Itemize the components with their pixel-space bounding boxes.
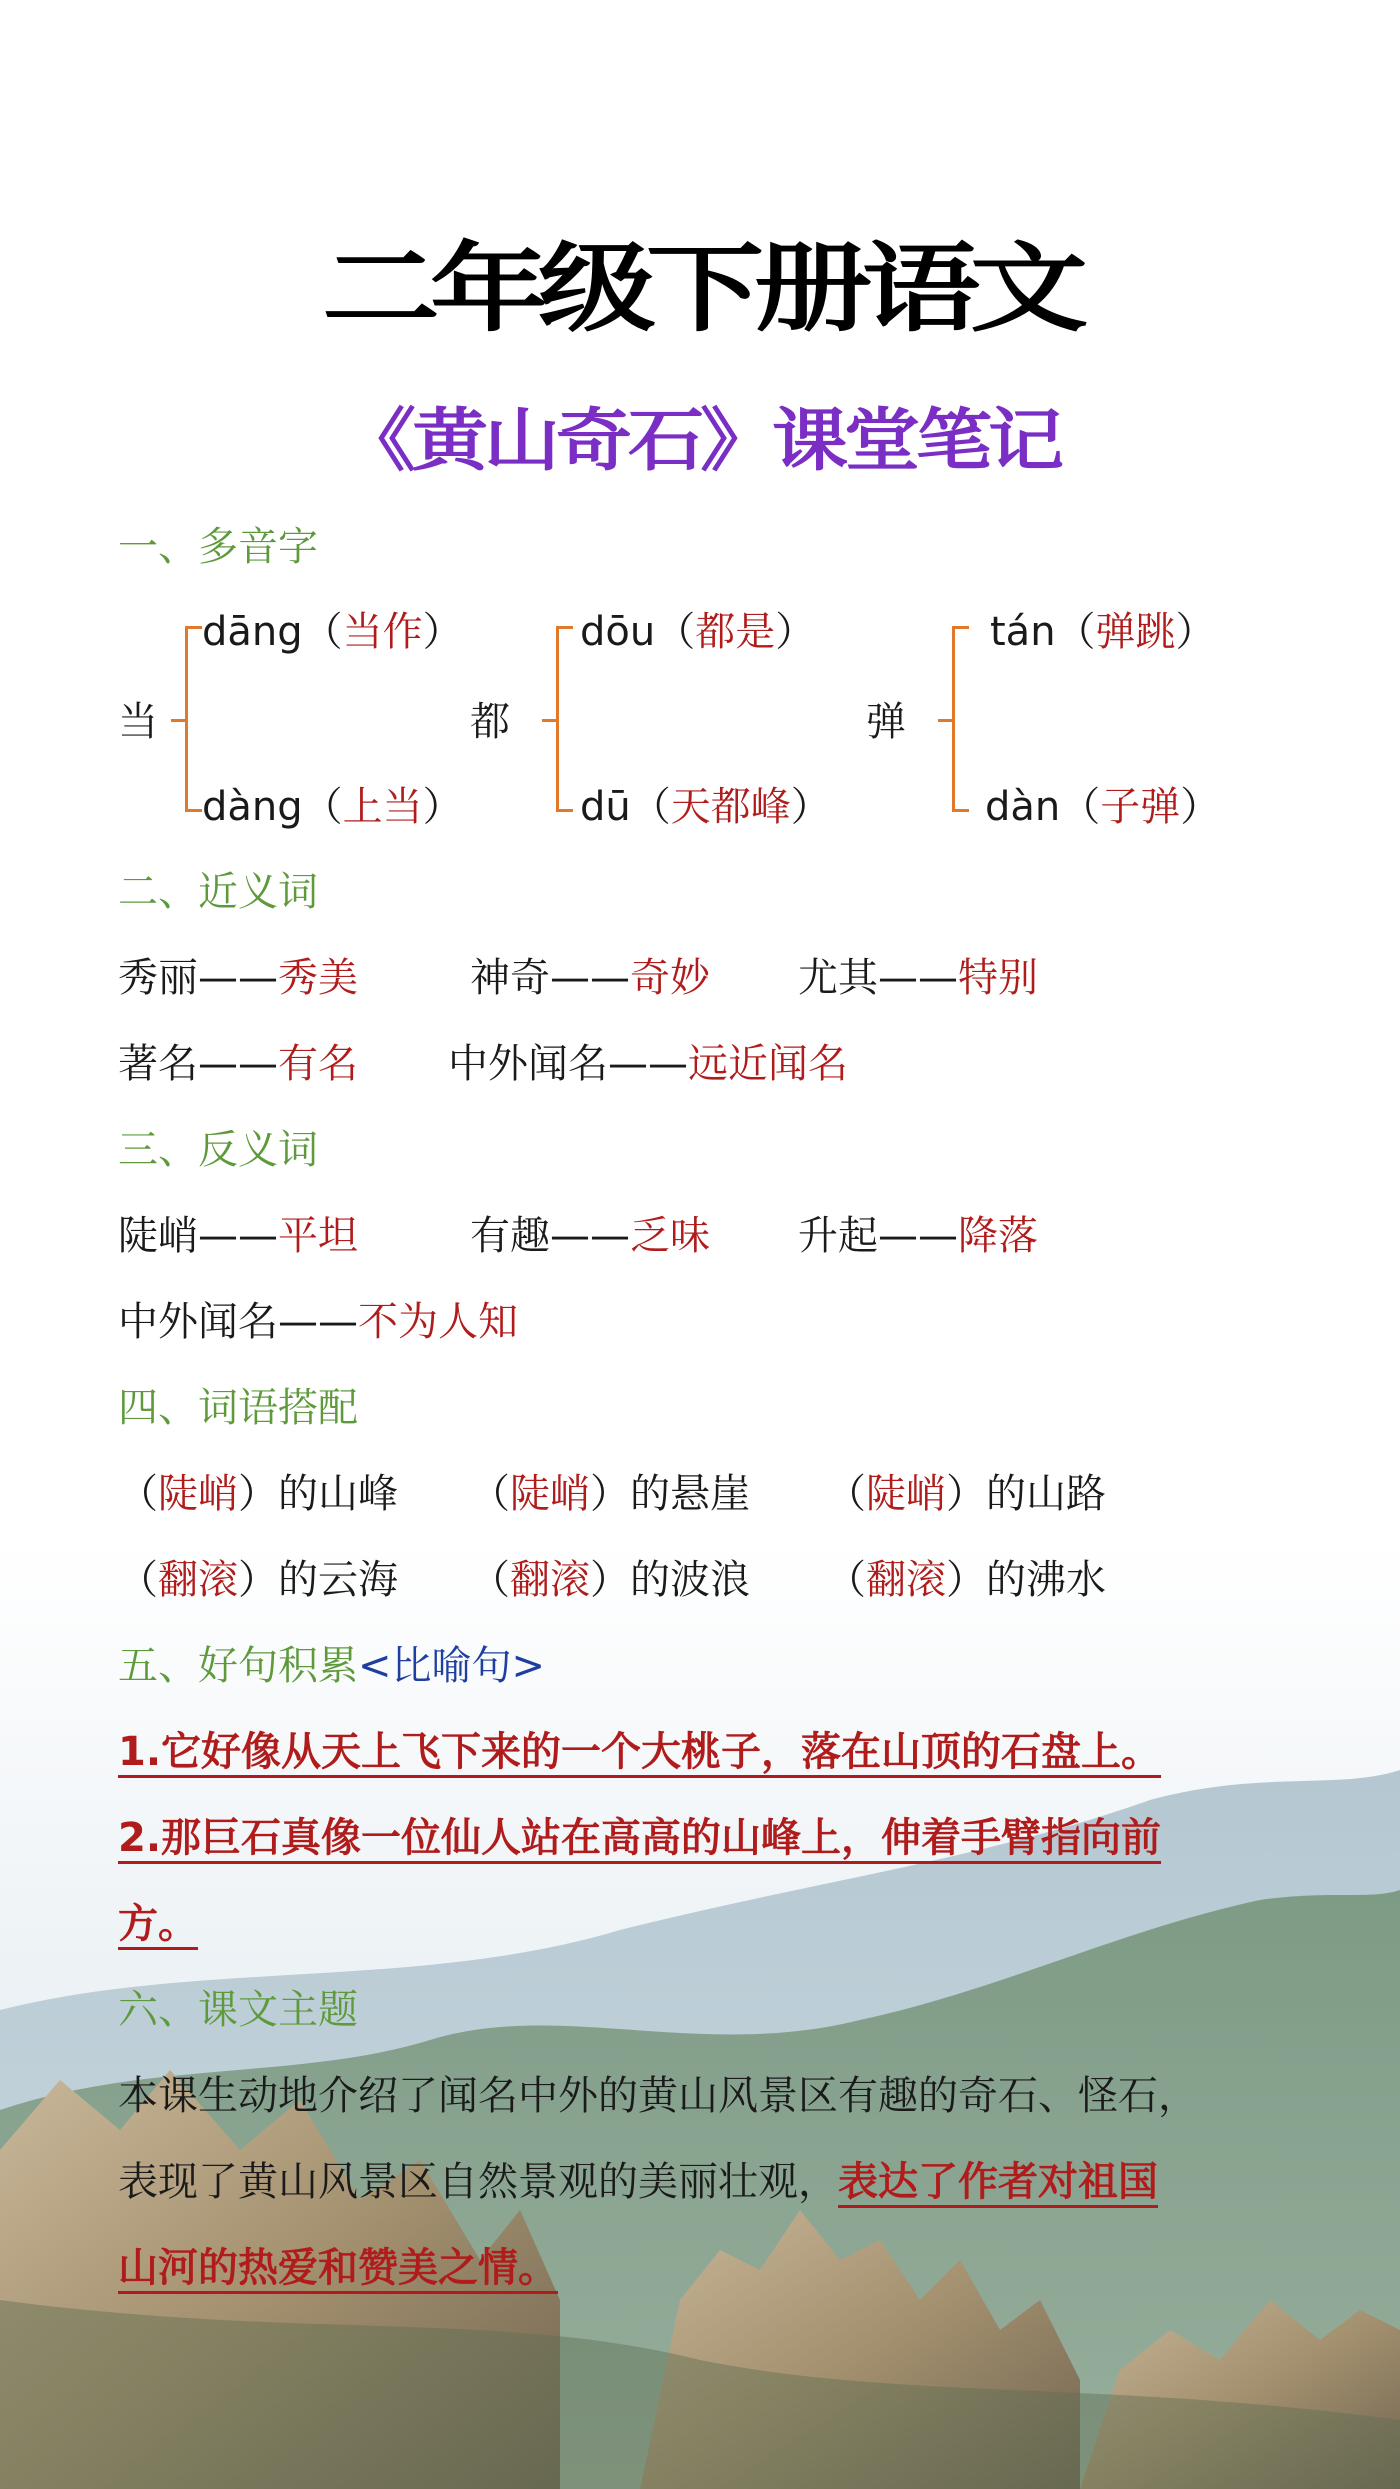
antonym-pair: 陡峭——平坦 [118, 1213, 358, 1259]
polyphone-reading: dū（天都峰） [580, 784, 831, 830]
section-heading-sentences: 五、好句积累<比喻句> [118, 1643, 546, 1689]
theme-line-3: 山河的热爱和赞美之情。 [118, 2245, 558, 2291]
sentence-2-line-1: 2.那巨石真像一位仙人站在高高的山峰上，伸着手臂指向前 [118, 1815, 1162, 1861]
sentence-1: 1.它好像从天上飞下来的一个大桃子，落在山顶的石盘上。 [118, 1729, 1162, 1775]
polyphone-char: 当 [118, 699, 158, 745]
section-heading-theme: 六、课文主题 [118, 1987, 358, 2033]
collocation-item: （翻滚）的沸水 [826, 1557, 1106, 1603]
page-subtitle: 《黄山奇石》课堂笔记 [340, 399, 1060, 480]
section-heading-collocations: 四、词语搭配 [118, 1385, 358, 1431]
polyphone-reading: dàng（上当） [202, 784, 463, 830]
synonym-pair: 著名——有名 [118, 1041, 358, 1087]
section-heading-antonyms: 三、反义词 [118, 1127, 318, 1173]
antonym-pair: 有趣——乏味 [470, 1213, 710, 1259]
polyphone-reading: dàn（子弹） [985, 784, 1221, 830]
sentence-2-line-2: 方。 [118, 1901, 198, 1947]
polyphone-reading: tán（弹跳） [990, 609, 1216, 655]
collocation-item: （翻滚）的波浪 [470, 1557, 750, 1603]
brace-icon [556, 626, 573, 812]
synonym-pair: 神奇——奇妙 [470, 955, 710, 1001]
antonym-pair: 升起——降落 [798, 1213, 1038, 1259]
collocation-item: （陡峭）的悬崖 [470, 1471, 750, 1517]
page-title: 二年级下册语文 [321, 231, 1078, 345]
synonym-pair: 中外闻名——远近闻名 [448, 1041, 848, 1087]
sentence-type-tag: <比喻句> [358, 1643, 546, 1689]
collocation-item: （翻滚）的云海 [118, 1557, 398, 1603]
polyphone-reading: dōu（都是） [580, 609, 816, 655]
antonym-pair: 中外闻名——不为人知 [118, 1299, 518, 1345]
collocation-item: （陡峭）的山峰 [118, 1471, 398, 1517]
polyphone-char: 弹 [866, 699, 906, 745]
brace-icon [185, 626, 202, 812]
brace-icon [952, 626, 969, 812]
theme-line-1: 本课生动地介绍了闻名中外的黄山风景区有趣的奇石、怪石， [118, 2073, 1198, 2119]
polyphone-reading: dāng（当作） [202, 609, 463, 655]
polyphone-char: 都 [470, 699, 510, 745]
synonym-pair: 尤其——特别 [798, 955, 1038, 1001]
synonym-pair: 秀丽——秀美 [118, 955, 358, 1001]
section-heading-synonyms: 二、近义词 [118, 869, 318, 915]
section-heading-polyphones: 一、多音字 [118, 524, 318, 570]
collocation-item: （陡峭）的山路 [826, 1471, 1106, 1517]
theme-line-2: 表现了黄山风景区自然景观的美丽壮观，表达了作者对祖国 [118, 2159, 1158, 2205]
